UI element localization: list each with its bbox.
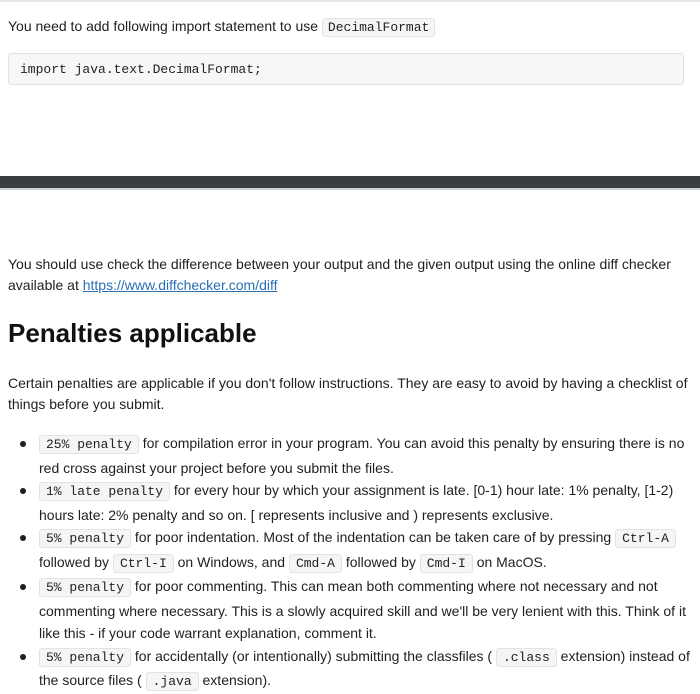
import-note-text: You need to add following import statement to use xyxy=(8,18,319,34)
penalty-text: for compilation error in your program. You can avoid this penalty by ensuring there is no red cross against your project before you submit the files. xyxy=(39,435,685,476)
key-ctrl-i: Ctrl-I xyxy=(113,554,174,573)
ext-class: .class xyxy=(496,648,557,667)
key-ctrl-a: Ctrl-A xyxy=(615,529,676,548)
top-rule xyxy=(0,0,700,2)
penalty-text: followed by xyxy=(39,553,110,570)
diff-note-text: You should use check the difference between your output and the given output using the online diff checker available at xyxy=(8,256,671,293)
list-item xyxy=(0,526,700,575)
penalty-code: 1% late penalty xyxy=(39,482,170,501)
list-item xyxy=(0,575,700,645)
penalty-text: on MacOS. xyxy=(476,553,547,570)
penalties-intro xyxy=(8,373,692,415)
import-note xyxy=(8,16,698,38)
penalty-code: 5% penalty xyxy=(39,648,131,667)
penalties-list xyxy=(0,432,700,694)
penalty-text: for every hour by which your assignment is late. [0-1) hour late: 1% penalty, [1-2) hours late: 2% penalty and so on. [ represents inclusive and ) represents exclusive. xyxy=(39,482,674,523)
list-item xyxy=(0,479,700,526)
list-item xyxy=(0,645,700,694)
penalty-text: extension) instead of the source files ( xyxy=(39,647,690,688)
penalty-text: extension). xyxy=(202,672,271,688)
diffchecker-link[interactable]: https://www.diffchecker.com/diff xyxy=(82,277,278,293)
penalties-heading: Penalties applicable xyxy=(8,318,257,348)
penalty-text: followed by xyxy=(345,553,416,570)
penalty-text: on Windows, and xyxy=(177,553,286,570)
penalty-text: for accidentally (or intentionally) submitting the classfiles ( xyxy=(134,647,493,664)
diff-note xyxy=(8,254,692,296)
list-item xyxy=(0,432,700,479)
section-divider xyxy=(0,176,700,188)
penalty-text: for poor indentation. Most of the indentation can be taken care of by pressing xyxy=(134,529,612,545)
penalty-code: 5% penalty xyxy=(39,529,131,548)
key-cmd-i: Cmd-I xyxy=(420,554,473,573)
penalty-text: for poor commenting. This can mean both commenting where not necessary and not commenting where necessary. This is a slowly acquired skill and we'll be very lenient with this. Think of it like this - if your code warrant explanation, comment it. xyxy=(39,578,686,641)
ext-java: .java xyxy=(146,672,199,691)
import-code-block: import java.text.DecimalFormat; xyxy=(8,53,684,85)
penalty-code: 5% penalty xyxy=(39,578,131,597)
penalties-intro-text: Certain penalties are applicable if you don't follow instructions. They are easy to avoid by having a checklist of things before you submit. xyxy=(8,375,688,412)
penalty-code: 25% penalty xyxy=(39,435,139,454)
key-cmd-a: Cmd-A xyxy=(289,554,342,573)
inline-code-decimalformat: DecimalFormat xyxy=(322,18,435,37)
